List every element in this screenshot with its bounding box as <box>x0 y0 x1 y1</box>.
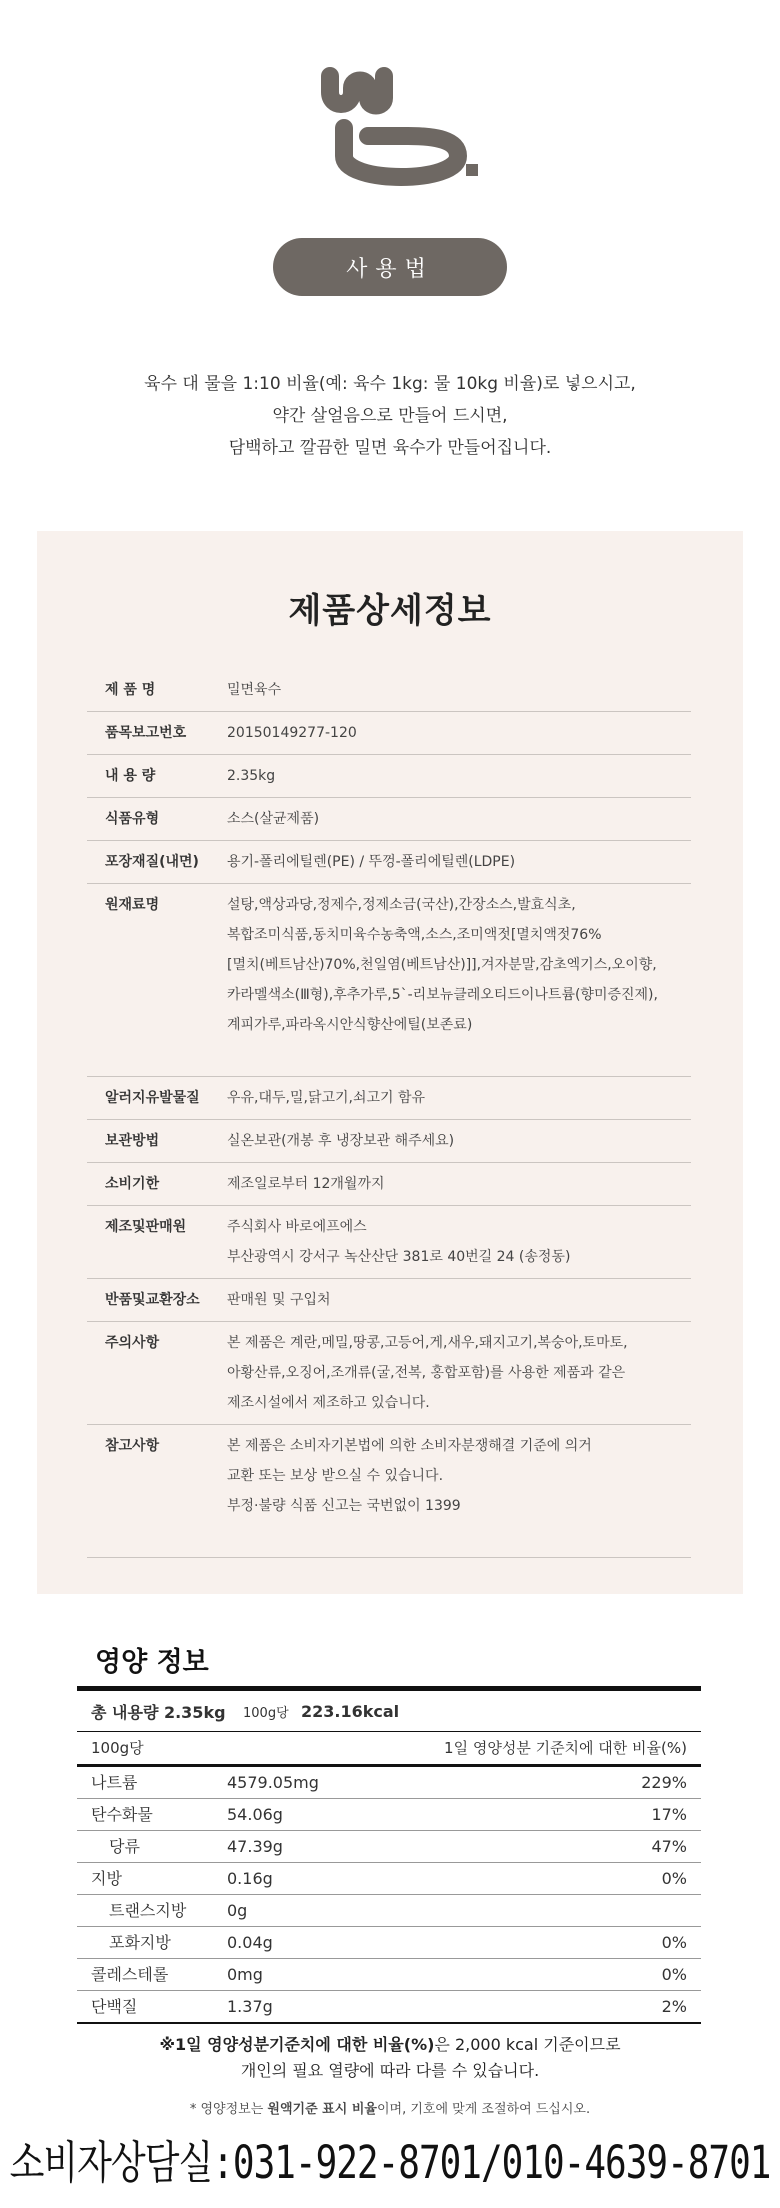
spec-value <box>227 675 691 705</box>
spec-row <box>87 1077 691 1120</box>
nutrient-amount: 47.39g <box>227 1837 283 1856</box>
spec-value-line: 제조시설에서 제조하고 있습니다. <box>227 1395 430 1411</box>
nutrition-note <box>0 2098 780 2117</box>
spec-value <box>227 1212 691 1272</box>
footnote-line2: 개인의 필요 열량에 따라 다를 수 있습니다. <box>240 2061 540 2080</box>
nutrient-percent <box>567 1895 701 1926</box>
nutrition-row <box>77 1895 701 1927</box>
spec-row <box>87 669 691 712</box>
nutrition-kcal: 223.16kcal <box>301 1701 400 1721</box>
nutrition-title: 영양 정보 <box>95 1647 209 1678</box>
nutrition-rows <box>77 1767 701 2024</box>
nutrient-amount: 0mg <box>227 1965 263 1984</box>
spec-value-line: 카라멜색소(Ⅲ형),후추가루,5`-리보뉴클레오티드이나트륨(향미증진제), <box>227 987 658 1003</box>
spec-row <box>87 755 691 798</box>
spec-value-line <box>227 1040 691 1070</box>
spec-value-line: 제조일로부터 12개월까지 <box>227 1176 385 1192</box>
spec-value <box>227 1126 691 1156</box>
nutrition-row <box>77 1863 701 1895</box>
spec-key: 알러지유발물질 <box>105 1090 200 1106</box>
nutrient-percent: 0% <box>661 1869 687 1888</box>
note-bold: 원액기준 표시 비율 <box>267 2102 377 2117</box>
nutrient-amount: 4579.05mg <box>227 1773 319 1792</box>
spec-value-line: 부산광역시 강서구 녹산산단 381로 40번길 24 (송정동) <box>227 1249 571 1265</box>
spec-row <box>87 841 691 884</box>
usage-line: 약간 살얼음으로 만들어 드시면, <box>272 406 508 426</box>
spec-key: 제 품 명 <box>105 682 156 698</box>
spec-value-line: 20150149277-120 <box>227 725 357 741</box>
spec-value-line: 밀면육수 <box>227 682 282 698</box>
spec-row <box>87 884 691 1077</box>
spec-value-line: 우유,대두,밀,닭고기,쇠고기 함유 <box>227 1090 426 1106</box>
spec-value <box>227 804 691 834</box>
nutrient-percent: 0% <box>661 1933 687 1952</box>
spec-value <box>227 847 691 877</box>
spec-key: 주의사항 <box>105 1335 160 1351</box>
spec-value-line: 본 제품은 소비자기본법에 의한 소비자분쟁해결 기준에 의거 <box>227 1438 592 1454</box>
spec-value <box>227 1431 691 1551</box>
spec-value-line: 본 제품은 계란,메밀,땅콩,고등어,게,새우,돼지고기,복숭아,토마토, <box>227 1335 628 1351</box>
spec-value-line: 복합조미식품,동치미육수농축액,소스,조미액젓[멸치액젓76% <box>227 927 602 943</box>
nutrient-name: 포화지방 <box>109 1933 171 1952</box>
spec-value-line: 판매원 및 구입처 <box>227 1292 331 1308</box>
spec-value-line: 용기-폴리에틸렌(PE) / 뚜껑-폴리에틸렌(LDPE) <box>227 854 516 870</box>
nutrient-amount: 0.04g <box>227 1933 273 1952</box>
product-detail-table <box>87 669 691 1558</box>
nutrition-total-row <box>77 1691 701 1732</box>
nutrient-name: 단백질 <box>91 1997 138 2016</box>
nutrient-percent: 0% <box>661 1965 687 1984</box>
nutrition-per-label: 100g당 <box>243 1705 289 1721</box>
nutrition-row <box>77 1799 701 1831</box>
spec-value-line: 부정·불량 식품 신고는 국번없이 1399 <box>227 1498 461 1514</box>
spec-row <box>87 712 691 755</box>
spec-value <box>227 1328 691 1418</box>
usage-instructions <box>0 368 780 464</box>
spec-value <box>227 1083 691 1113</box>
nutrient-name: 트랜스지방 <box>109 1901 187 1920</box>
footnote-bold: ※1일 영양성분기준치에 대한 비율(%) <box>159 2035 435 2054</box>
nutrient-percent: 2% <box>661 1997 687 2016</box>
spec-row <box>87 1163 691 1206</box>
spec-key: 품목보고번호 <box>105 725 187 741</box>
nutrition-row <box>77 1767 701 1799</box>
spec-key: 내 용 량 <box>105 768 156 784</box>
nutrition-footnote <box>0 2032 780 2084</box>
footnote-rest: 은 2,000 kcal 기준이므로 <box>434 2035 621 2054</box>
nutrition-row <box>77 1991 701 2024</box>
spec-key: 원재료명 <box>105 897 160 913</box>
nutrition-header-row <box>77 1732 701 1767</box>
nutrient-amount: 0.16g <box>227 1869 273 1888</box>
nutrition-row <box>77 1959 701 1991</box>
spec-value <box>227 1169 691 1199</box>
nutrient-name: 콜레스테롤 <box>91 1965 169 1984</box>
spec-key: 보관방법 <box>105 1133 160 1149</box>
spec-value-line <box>227 1521 691 1551</box>
spec-key: 참고사항 <box>105 1438 160 1454</box>
spec-key: 식품유형 <box>105 811 160 827</box>
nutrition-header-left: 100g당 <box>91 1739 144 1757</box>
spec-key: 제조및판매원 <box>105 1219 187 1235</box>
usage-pill-label: 사용법 <box>273 238 507 296</box>
spec-value <box>227 890 691 1070</box>
nutrition-row <box>77 1831 701 1863</box>
nutrient-amount: 54.06g <box>227 1805 283 1824</box>
note-prefix: * 영양정보는 <box>189 2102 268 2117</box>
nutrition-header-right: 1일 영양성분 기준치에 대한 비율(%) <box>444 1739 687 1757</box>
nutrient-name: 당류 <box>109 1837 140 1856</box>
spec-key: 소비기한 <box>105 1176 160 1192</box>
spec-value-line: 소스(살균제품) <box>227 811 320 827</box>
spec-row <box>87 1206 691 1279</box>
spec-value <box>227 1285 691 1315</box>
nutrient-percent: 229% <box>641 1773 687 1792</box>
usage-line: 담백하고 깔끔한 밀면 육수가 만들어집니다. <box>228 438 552 458</box>
nutrition-total-label: 총 내용량 2.35kg <box>91 1702 226 1722</box>
spec-key: 포장재질(내면) <box>105 854 199 870</box>
spec-value-line: 교환 또는 보상 받으실 수 있습니다. <box>227 1468 444 1484</box>
product-detail-title: 제품상세정보 <box>288 591 492 631</box>
nutrient-percent: 17% <box>651 1805 687 1824</box>
spec-row <box>87 1425 691 1558</box>
spec-value-line: 계피가루,파라옥시안식향산에틸(보존료) <box>227 1017 473 1033</box>
nutrient-amount: 1.37g <box>227 1997 273 2016</box>
spec-row <box>87 1120 691 1163</box>
spec-value-line: 2.35kg <box>227 768 276 784</box>
nutrient-amount: 0g <box>227 1901 248 1920</box>
usage-line: 육수 대 물을 1:10 비율(예: 육수 1kg: 물 10kg 비율)로 넣으시고, <box>144 374 636 394</box>
spec-value-line: 설탕,액상과당,정제수,정제소금(국산),간장소스,발효식초, <box>227 897 576 913</box>
nutrition-row <box>77 1927 701 1959</box>
nutrient-name: 지방 <box>91 1869 122 1888</box>
usage-logo-icon <box>318 64 478 204</box>
spec-value-line: 주식회사 바로에프에스 <box>227 1219 367 1235</box>
note-suffix: 이며, 기호에 맞게 조절하여 드십시오. <box>376 2102 591 2117</box>
spec-row <box>87 1322 691 1425</box>
nutrient-name: 탄수화물 <box>91 1805 153 1824</box>
spec-value-line: 실온보관(개봉 후 냉장보관 해주세요) <box>227 1133 455 1149</box>
spec-row <box>87 1279 691 1322</box>
spec-value-line: 아황산류,오징어,조개류(굴,전복, 홍합포함)를 사용한 제품과 같은 <box>227 1365 626 1381</box>
nutrient-percent: 47% <box>651 1837 687 1856</box>
spec-key: 반품및교환장소 <box>105 1292 200 1308</box>
customer-service-phone: 소비자상담실:031-922-8701/010-4639-8701 <box>9 2138 771 2190</box>
spec-value-line: [멸치(베트남산)70%,천일염(베트남산)]],겨자분말,감초엑기스,오이향, <box>227 957 657 973</box>
nutrient-name: 나트륨 <box>91 1773 138 1792</box>
product-detail-panel <box>37 531 743 1594</box>
spec-row <box>87 798 691 841</box>
spec-value <box>227 761 691 791</box>
spec-value <box>227 718 691 748</box>
nutrition-panel <box>77 1640 701 2024</box>
